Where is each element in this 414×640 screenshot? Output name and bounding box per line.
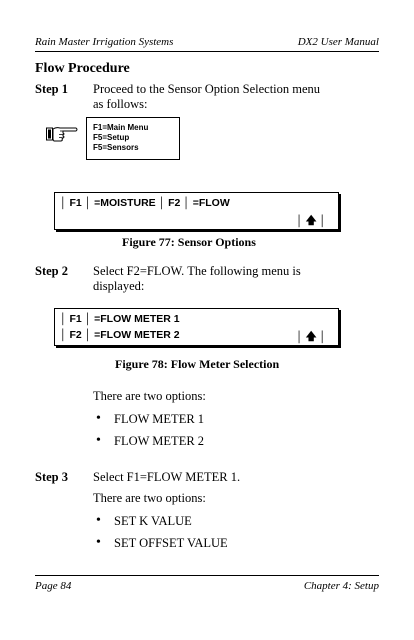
flow-meter-1-options-list [93, 514, 228, 558]
list-item: • SET OFFSET VALUE [93, 536, 228, 558]
figure-78-caption: Figure 78: Flow Meter Selection [115, 357, 280, 371]
figure-77-caption: Figure 77: Sensor Options [122, 235, 256, 249]
list-item: • SET K VALUE [93, 514, 228, 536]
lcd-line-2: │ F2 │ =FLOW METER 2 [60, 329, 180, 341]
lcd-flow-meter-selection [54, 308, 339, 346]
step-2-text: Select F2=FLOW. The following menu is displayed: [93, 264, 301, 293]
menu-line-1: F1=Main Menu [93, 123, 149, 132]
lcd-line-1: │ F1 │ =MOISTURE │ F2 │ =FLOW [60, 197, 230, 209]
options-intro-1: There are two options: [93, 389, 206, 403]
lcd-sensor-options [54, 192, 339, 230]
list-item: • FLOW METER 1 [93, 412, 204, 434]
header-left: Rain Master Irrigation Systems [35, 36, 174, 48]
pointing-hand-icon [46, 124, 78, 144]
lcd-line-1: │ F1 │ =FLOW METER 1 [60, 313, 180, 325]
up-arrow-icon: │ 🡅 │ [296, 215, 326, 227]
up-arrow-icon: │ 🡅 │ [296, 331, 326, 343]
footer-right: Chapter 4: Setup [303, 580, 379, 592]
page-footer [35, 575, 379, 592]
footer-left: Page 84 [35, 580, 72, 592]
main-menu-path-box [86, 117, 180, 160]
step-2-label: Step 2 [35, 264, 68, 278]
section-title: Flow Procedure [35, 61, 130, 76]
menu-line-2: F5=Setup [93, 133, 130, 142]
flow-meter-options-list [93, 412, 204, 456]
list-item: • FLOW METER 2 [93, 434, 204, 456]
step-3-text: Select F1=FLOW METER 1. [93, 470, 241, 484]
header-right: DX2 User Manual [297, 36, 379, 48]
options-intro-2: There are two options: [93, 491, 206, 505]
step-1-text: Proceed to the Sensor Option Selection menu as follows: [93, 82, 321, 111]
page-header [35, 36, 379, 52]
menu-line-3: F5=Sensors [93, 143, 139, 152]
step-1-label: Step 1 [35, 82, 68, 96]
step-3-label: Step 3 [35, 470, 68, 484]
